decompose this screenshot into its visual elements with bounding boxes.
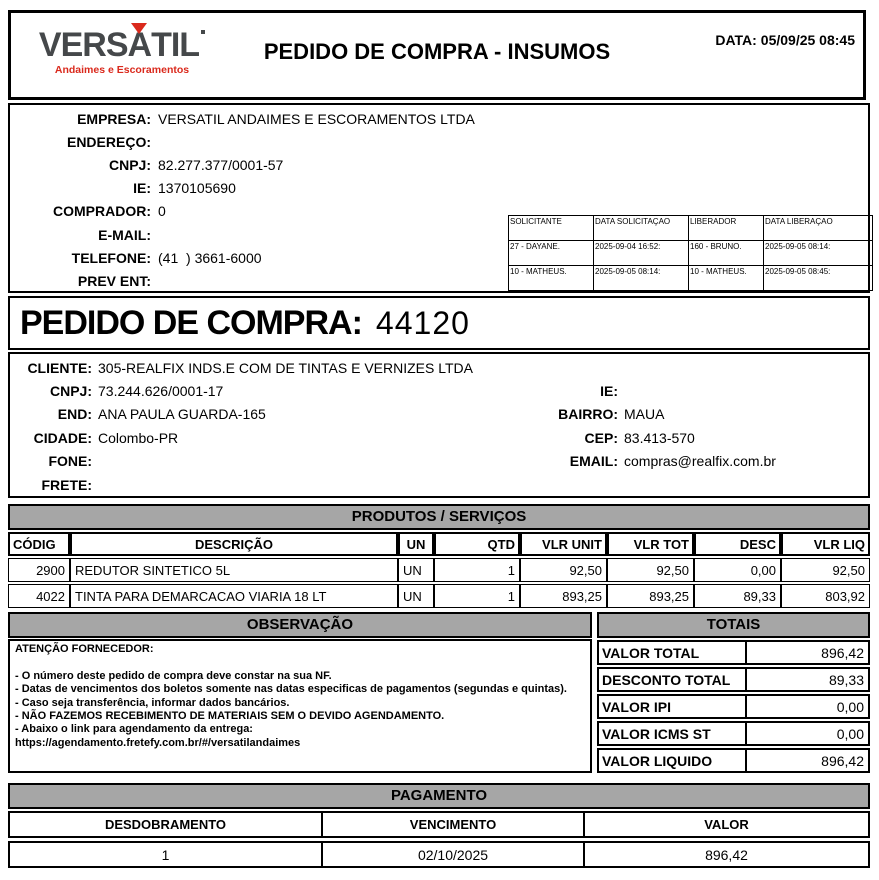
total-label: DESCONTO TOTAL	[599, 669, 747, 690]
product-descricao: TINTA PARA DEMARCACAO VIARIA 18 LT	[70, 584, 398, 608]
product-vlr-liq: 803,92	[781, 584, 870, 608]
document-date	[692, 16, 855, 64]
date-label: DATA:	[715, 32, 757, 48]
field-value: 0	[158, 203, 166, 220]
payment-header-row	[8, 811, 870, 838]
client-field-value: 83.413-570	[624, 429, 695, 446]
observation-line: https://agendamento.fretefy.com.br/#/versatilandaimes	[15, 736, 301, 749]
total-label: VALOR LIQUIDO	[599, 750, 747, 771]
product-desc: 0,00	[694, 558, 781, 582]
observation-line: - Caso seja transferência, informar dados bancários.	[15, 696, 290, 709]
company-field-row	[10, 107, 868, 130]
order-number-section	[8, 296, 870, 350]
field-label: EMPRESA:	[77, 110, 151, 127]
approval-col-data-solicitacao: DATA SOLICITAÇAO	[594, 216, 689, 241]
client-field-row	[10, 450, 868, 473]
client-field-label: END:	[57, 406, 92, 423]
approval-cell: 160 - BRUNO.	[689, 241, 764, 266]
total-value: 0,00	[836, 725, 864, 742]
product-vlr-unit: 893,25	[520, 584, 607, 608]
payment-section-header: PAGAMENTO	[8, 783, 870, 809]
product-row	[8, 584, 870, 608]
total-label: VALOR ICMS ST	[599, 723, 747, 744]
client-field-value: 305-REALFIX INDS.E COM DE TINTAS E VERNIZES LTDA	[98, 359, 473, 376]
product-row	[8, 558, 870, 582]
products-col-vlr-unit: VLR UNIT	[520, 532, 607, 556]
field-value: 1370105690	[158, 180, 236, 197]
product-un: UN	[398, 584, 434, 608]
total-row	[597, 667, 870, 692]
logo-text-suffix: TIL	[151, 26, 200, 64]
observation-line: - Datas de vencimentos dos boletos somente nas datas especificas de pagamentos (segundas e quintas).	[15, 683, 567, 696]
field-label: E-MAIL:	[98, 226, 151, 243]
client-field-label: EMAIL:	[569, 453, 618, 470]
payment-col-desdobramento: DESDOBRAMENTO	[8, 811, 323, 838]
total-label: VALOR TOTAL	[599, 642, 747, 663]
product-descricao: REDUTOR SINTETICO 5L	[70, 558, 398, 582]
total-row	[597, 748, 870, 773]
total-row	[597, 640, 870, 665]
product-vlr-unit: 92,50	[520, 558, 607, 582]
client-field-value: ANA PAULA GUARDA-165	[98, 406, 266, 423]
approval-cell: 10 - MATHEUS.	[509, 266, 594, 291]
document-header	[8, 10, 866, 100]
field-value: VERSATIL ANDAIMES E ESCORAMENTOS LTDA	[158, 110, 475, 127]
product-codigo: 2900	[8, 558, 70, 582]
client-field-label: CLIENTE:	[27, 359, 92, 376]
logo-accent-triangle-icon	[131, 23, 147, 34]
order-number: 44120	[375, 304, 470, 341]
approval-header-row	[509, 216, 873, 241]
client-field-value: Colombo-PR	[98, 429, 179, 446]
observation-line	[15, 656, 585, 669]
approval-cell: 2025-09-04 16:52:	[594, 241, 689, 266]
client-field-value: compras@realfix.com.br	[624, 453, 776, 470]
total-row	[597, 694, 870, 719]
company-field-row	[10, 177, 868, 200]
field-label: ENDEREÇO:	[66, 133, 151, 150]
totals-table	[597, 640, 870, 775]
approval-cell: 2025-09-05 08:14:	[764, 241, 873, 266]
approval-row	[509, 241, 873, 266]
document-title: PEDIDO DE COMPRA - INSUMOS	[263, 39, 611, 64]
client-field-label: CEP:	[584, 429, 618, 446]
total-value: 896,42	[821, 644, 864, 661]
payment-col-vencimento: VENCIMENTO	[321, 811, 585, 838]
total-row	[597, 721, 870, 746]
product-desc: 89,33	[694, 584, 781, 608]
product-vlr-tot: 92,50	[607, 558, 694, 582]
products-header-row	[8, 532, 870, 556]
payment-vencimento: 02/10/2025	[321, 841, 585, 868]
date-value: 05/09/25 08:45	[760, 32, 855, 48]
client-field-row	[10, 356, 868, 379]
client-field-label: CIDADE:	[33, 429, 92, 446]
client-field-row	[10, 379, 868, 402]
client-field-row	[10, 403, 868, 426]
client-field-row	[10, 473, 868, 496]
total-value: 89,33	[828, 671, 864, 688]
product-qtd: 1	[434, 584, 520, 608]
order-label: PEDIDO DE COMPRA:	[20, 303, 362, 342]
client-field-label: FRETE:	[41, 476, 92, 493]
products-col-codigo: CÓDIG	[8, 532, 70, 556]
client-field-label: BAIRRO:	[558, 406, 618, 423]
client-field-label: FONE:	[48, 453, 92, 470]
payment-valor: 896,42	[583, 841, 870, 868]
observation-line: - Abaixo o link para agendamento da entrega:	[15, 723, 253, 736]
approval-col-data-liberacao: DATA LIBERAÇAO	[764, 216, 873, 241]
client-field-value: MAUA	[624, 406, 665, 423]
approval-table	[508, 215, 873, 291]
totals-section-header: TOTAIS	[597, 612, 870, 638]
field-label: COMPRADOR:	[53, 203, 151, 220]
approval-cell: 2025-09-05 08:14:	[594, 266, 689, 291]
field-value: 82.277.377/0001-57	[158, 156, 284, 173]
products-col-qtd: QTD	[434, 532, 520, 556]
observation-line: - O número deste pedido de compra deve constar na sua NF.	[15, 669, 332, 682]
company-field-row	[10, 153, 868, 176]
observation-box	[8, 639, 592, 773]
payment-desdobramento: 1	[8, 841, 323, 868]
products-col-vlr-tot: VLR TOT	[607, 532, 694, 556]
field-label: TELEFONE:	[71, 249, 151, 266]
approval-cell: 10 - MATHEUS.	[689, 266, 764, 291]
products-col-un: UN	[398, 532, 434, 556]
total-label: VALOR IPI	[599, 696, 747, 717]
field-label: IE:	[133, 180, 151, 197]
client-field-label: IE:	[600, 383, 618, 400]
observation-line: - NÃO FAZEMOS RECEBIMENTO DE MATERIAIS SEM O DEVIDO AGENDAMENTO.	[15, 710, 445, 723]
approval-col-liberador: LIBERADOR	[689, 216, 764, 241]
logo-trademark-icon	[201, 30, 205, 34]
observation-line: ATENÇÃO FORNECEDOR:	[15, 643, 154, 655]
field-value: (41 ) 3661-6000	[158, 249, 262, 266]
product-vlr-tot: 893,25	[607, 584, 694, 608]
logo-subtext: Andaimes e Escoramentos	[54, 64, 190, 76]
product-vlr-liq: 92,50	[781, 558, 870, 582]
products-table	[8, 530, 870, 610]
product-codigo: 4022	[8, 584, 70, 608]
approval-col-solicitante: SOLICITANTE	[509, 216, 594, 241]
company-field-row	[10, 130, 868, 153]
logo-accent-letter: A	[127, 26, 152, 64]
logo-text-prefix: VERS	[38, 26, 128, 64]
approval-row	[509, 266, 873, 291]
payment-col-valor: VALOR	[583, 811, 870, 838]
client-field-label: CNPJ:	[49, 383, 92, 400]
company-section	[8, 103, 870, 293]
payment-data-row	[8, 841, 870, 868]
total-value: 896,42	[821, 752, 864, 769]
products-col-desc: DESC	[694, 532, 781, 556]
client-field-row	[10, 426, 868, 449]
field-label: CNPJ:	[108, 156, 151, 173]
products-col-descricao: DESCRIÇÃO	[70, 532, 398, 556]
approval-cell: 27 - DAYANE.	[509, 241, 594, 266]
products-col-vlr-liq: VLR LIQ	[781, 532, 870, 556]
observation-section-header: OBSERVAÇÃO	[8, 612, 592, 638]
product-qtd: 1	[434, 558, 520, 582]
field-label: PREV ENT:	[77, 272, 151, 289]
client-field-value: 73.244.626/0001-17	[98, 383, 224, 400]
total-value: 0,00	[836, 698, 864, 715]
product-un: UN	[398, 558, 434, 582]
approval-cell: 2025-09-05 08:45:	[764, 266, 873, 291]
client-section	[8, 352, 870, 498]
products-section-header: PRODUTOS / SERVIÇOS	[8, 504, 870, 530]
